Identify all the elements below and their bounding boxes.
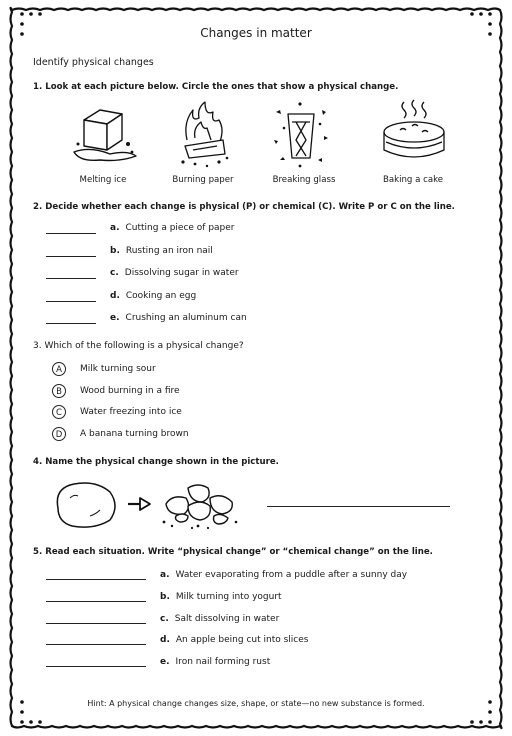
crushed-rocks-icon	[158, 478, 242, 532]
burning-paper-icon[interactable]	[175, 100, 235, 170]
q4-prompt: 4. Name the physical change shown in the picture.	[33, 457, 279, 467]
q2-answer-line-c[interactable]	[46, 278, 96, 279]
q1-prompt: 1. Look at each picture below. Circle the ones that show a physical change.	[33, 82, 399, 92]
q5-item-a: a. Water evaporating from a puddle after a sunny day	[160, 570, 408, 580]
q4-answer-line[interactable]	[267, 506, 450, 507]
worksheet-title: Changes in matter	[200, 26, 312, 40]
q5-answer-line-c[interactable]	[46, 623, 146, 624]
q3-option-a-text: Milk turning sour	[80, 364, 156, 374]
caption-burning-paper: Burning paper	[172, 175, 234, 185]
q5-item-c: c. Salt dissolving in water	[160, 614, 280, 624]
q2-answer-line-d[interactable]	[46, 301, 96, 302]
q5-answer-line-d[interactable]	[46, 644, 146, 645]
q3-option-a-circle[interactable]: A	[52, 362, 66, 376]
q3-option-d-circle[interactable]: D	[52, 427, 66, 441]
q5-answer-line-e[interactable]	[46, 666, 146, 667]
q5-answer-line-b[interactable]	[46, 601, 146, 602]
melting-ice-icon[interactable]	[70, 102, 140, 170]
q2-item-a: a. Cutting a piece of paper	[110, 223, 235, 233]
q5-item-b: b. Milk turning into yogurt	[160, 592, 282, 602]
q2-prompt: 2. Decide whether each change is physical (P) or chemical (C). Write P or C on the line.	[33, 202, 455, 212]
caption-baking-cake: Baking a cake	[382, 175, 444, 185]
worksheet-subtitle: Identify physical changes	[33, 57, 154, 68]
q2-answer-line-b[interactable]	[46, 256, 96, 257]
q2-item-b: b. Rusting an iron nail	[110, 246, 213, 256]
q2-item-e: e. Crushing an aluminum can	[110, 313, 247, 323]
q2-item-d: d. Cooking an egg	[110, 291, 197, 301]
q5-answer-line-a[interactable]	[46, 579, 146, 580]
arrow-right-icon	[126, 496, 152, 512]
q3-option-c-text: Water freezing into ice	[80, 407, 182, 417]
q2-answer-line-a[interactable]	[46, 233, 96, 234]
q5-item-e: e. Iron nail forming rust	[160, 657, 271, 667]
q5-prompt: 5. Read each situation. Write “physical change” or “chemical change” on the line.	[33, 547, 433, 557]
q3-option-c-circle[interactable]: C	[52, 405, 66, 419]
cake-icon[interactable]	[378, 98, 450, 170]
q3-option-b-text: Wood burning in a fire	[80, 386, 180, 396]
q3-option-d-text: A banana turning brown	[80, 429, 189, 439]
breaking-glass-icon[interactable]	[270, 100, 332, 170]
hint-text: Hint: A physical change changes size, shape, or state—no new substance is formed.	[87, 699, 425, 708]
caption-melting-ice: Melting ice	[79, 175, 127, 185]
q3-option-b-circle[interactable]: B	[52, 384, 66, 398]
q5-item-d: d. An apple being cut into slices	[160, 635, 309, 645]
q2-item-c: c. Dissolving sugar in water	[110, 268, 239, 278]
whole-rock-icon	[50, 478, 120, 530]
q2-answer-line-e[interactable]	[46, 323, 96, 324]
q3-prompt: 3. Which of the following is a physical change?	[33, 341, 244, 351]
caption-breaking-glass: Breaking glass	[272, 175, 336, 185]
